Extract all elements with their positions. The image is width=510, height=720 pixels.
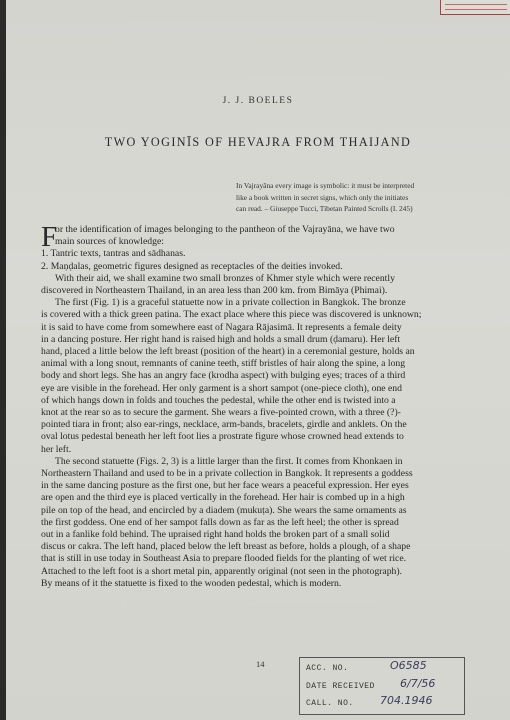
body-line: pointed tiara in front; also ear-rings, necklace, arm-bands, bracelets, girdle and anklets. On the <box>41 419 407 431</box>
body-line: body and short legs. She has an angry face (krodha aspect) with bulging eyes; traces of a third <box>41 370 406 382</box>
epigraph-line: can read. – Giuseppe Tucci, Tibetan Painted Scrolls (I. 245) <box>236 204 413 213</box>
drop-cap: F <box>41 221 58 253</box>
body-line: of which hangs down in folds and touches the pedestal, while the other end is twisted into a <box>41 394 396 406</box>
page-number: 14 <box>256 659 265 669</box>
body-line: The first (Fig. 1) is a graceful statuette now in a private collection in Bangkok. The bronze <box>55 297 406 309</box>
article-title: TWO YOGINĪS OF HEVAJRA FROM THAIJAND <box>104 135 412 149</box>
body-line: animal with a long snout, remnants of canine teeth, stiff bristles of hair along the spine, a long <box>41 358 406 370</box>
article-body <box>41 221 477 590</box>
body-line: her left. <box>41 443 72 455</box>
body-line: Attached to the left foot is a short metal pin, apparently original (not seen in the photograph). <box>41 565 403 577</box>
date-received-label: DATE RECEIVED <box>306 682 375 691</box>
body-line: in a dancing posture. Her right hand is raised high and holds a small drum (ḍamaru). Her left <box>41 333 401 345</box>
call-no-label: CALL. NO. <box>306 699 354 708</box>
library-stamp-corner <box>440 0 510 15</box>
acc-no-label: ACC. NO. <box>306 664 349 673</box>
epigraph <box>236 180 476 215</box>
body-line: discovered in Northeastern Thailand, in an area less than 200 km. from Bimāya (Phimai). <box>41 285 388 297</box>
epigraph-line: like a book written in secret signs, which only the initiates <box>236 192 409 202</box>
body-line: oval lotus pedestal beneath her left foot lies a prostrate figure whose crowned head extends to <box>41 431 404 443</box>
body-line: main sources of knowledge: <box>55 236 164 248</box>
body-line: or the identification of images belonging to the pantheon of the Vajrayāna, we have two <box>55 224 395 235</box>
epigraph-line: In Vajrayāna every image is symbolic: it must be interpreted <box>236 181 415 190</box>
document-page <box>6 0 510 720</box>
body-line: that is still in use today in Southeast Asia to prepare flooded fields for the planting of wet rice. <box>41 553 407 565</box>
body-line: it is said to have come from somewhere east of Nagara Rājasimā. It represents a female deity <box>41 321 402 333</box>
body-line: 2. Maṇḍalas, geometric figures designed as receptacles of the deities invoked. <box>41 260 343 272</box>
body-line: Northeastern Thailand and used to be in a private collection in Bangkok. It represents a goddess <box>41 468 413 480</box>
body-line: in the same dancing posture as the first one, but her face wears a peaceful expression. Her eyes <box>41 480 409 492</box>
body-line: hand, placed a little below the left breast (position of the heart) in a ceremonial gesture, holds an <box>41 346 415 358</box>
body-line: discus or cakra. The left hand, placed below the left breast as before, holds a plough, of a shape <box>41 541 411 553</box>
body-line: With their aid, we shall examine two small bronzes of Khmer style which were recently <box>55 272 395 284</box>
article-author: J. J. BOELES <box>222 96 294 106</box>
body-line: are open and the third eye is placed vertically in the forehead. Her hair is combed up in a high <box>41 492 405 504</box>
body-line: 1. Tantric texts, tantras and sādhanas. <box>41 248 186 260</box>
body-line: is covered with a thick green patina. The exact place where this piece was discovered is unknown; <box>41 309 422 321</box>
body-line: the first goddess. One end of her sampot falls down as far as the left heel; the other is spread <box>41 516 399 528</box>
call-no-value: 704.1946 <box>380 694 433 707</box>
body-line: eye are visible in the forehead. Her only garment is a short sampot (one-piece cloth), one end <box>41 382 402 394</box>
body-line: out in a fanlike fold behind. The upraised right hand holds the broken part of a small solid <box>41 529 390 541</box>
body-line: By means of it the statuette is fixed to the wooden pedestal, which is modern. <box>41 577 342 589</box>
accession-stamp <box>299 657 465 715</box>
body-line: The second statuette (Figs. 2, 3) is a little larger than the first. It comes from Khonkaen in <box>55 455 403 467</box>
date-received-value: 6/7/56 <box>400 677 436 690</box>
acc-no-value: O6585 <box>390 659 427 672</box>
body-line: pile on top of the head, and encircled by a diadem (mukuṭa). She wears the same ornaments as <box>41 504 407 516</box>
body-line: knot at the rear so as to secure the garment. She wears a five-pointed crown, with a three (?)- <box>41 407 401 419</box>
